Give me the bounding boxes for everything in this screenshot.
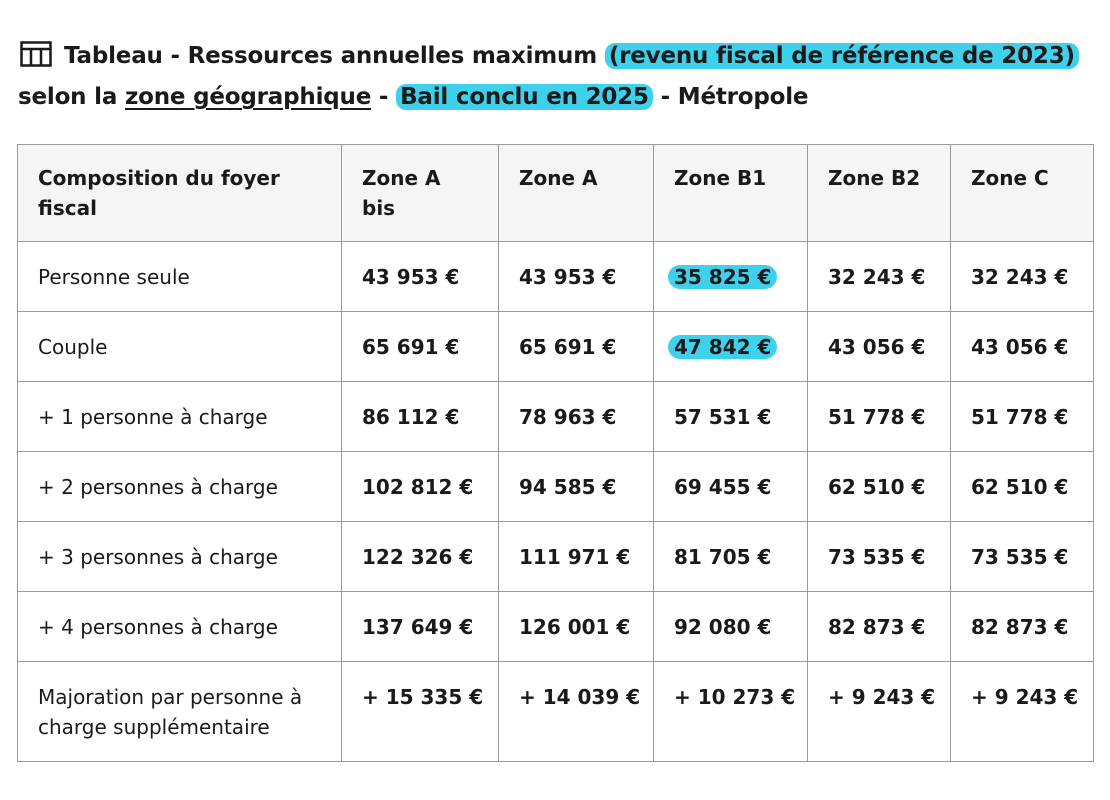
row-label: Personne seule xyxy=(18,242,342,312)
cell-zone-a: 43 953 € xyxy=(499,242,654,312)
header-zone-a: Zone A xyxy=(499,145,654,242)
cell-zone-a: 65 691 € xyxy=(499,312,654,382)
cell-zone-b1: 92 080 € xyxy=(654,592,808,662)
cell-zone-b2: 82 873 € xyxy=(808,592,951,662)
cell-zone-b2: 62 510 € xyxy=(808,452,951,522)
title-text-2: selon la xyxy=(18,84,125,110)
cell-zone-c: 73 535 € xyxy=(951,522,1094,592)
table-icon xyxy=(20,40,52,81)
title-text: Tableau - Ressources annuelles maximum xyxy=(64,43,605,69)
cell-zone-c: 43 056 € xyxy=(951,312,1094,382)
row-label: + 3 personnes à charge xyxy=(18,522,342,592)
zone-geographique-link: zone géographique xyxy=(124,84,372,110)
table-header-row xyxy=(18,145,1094,242)
cell-zone-b1: 69 455 € xyxy=(654,452,808,522)
table-row xyxy=(18,522,1094,592)
header-composition: Composition du foyer fiscal xyxy=(18,145,342,242)
cell-zone-c: 51 778 € xyxy=(951,382,1094,452)
resources-table xyxy=(17,144,1094,762)
cell-zone-a-bis: 102 812 € xyxy=(342,452,499,522)
cell-zone-a-bis: 122 326 € xyxy=(342,522,499,592)
cell-zone-b1: + 10 273 € xyxy=(654,662,808,762)
row-label: Couple xyxy=(18,312,342,382)
cell-zone-b1 xyxy=(654,312,808,382)
cell-zone-b2: 73 535 € xyxy=(808,522,951,592)
header-zone-c: Zone C xyxy=(951,145,1094,242)
cell-zone-b2: 32 243 € xyxy=(808,242,951,312)
cell-zone-c: 82 873 € xyxy=(951,592,1094,662)
title-line-1 xyxy=(18,36,1098,77)
page-title xyxy=(18,36,1098,118)
title-highlight-revenu: (revenu fiscal de référence de 2023) xyxy=(605,43,1079,69)
cell-zone-a-bis: 137 649 € xyxy=(342,592,499,662)
row-label: + 1 personne à charge xyxy=(18,382,342,452)
table-row xyxy=(18,662,1094,762)
cell-zone-b1: 57 531 € xyxy=(654,382,808,452)
cell-zone-a: 126 001 € xyxy=(499,592,654,662)
header-zone-b1: Zone B1 xyxy=(654,145,808,242)
header-zone-a-bis: Zone A bis xyxy=(342,145,499,242)
cell-zone-c: 32 243 € xyxy=(951,242,1094,312)
row-label: Majoration par personne à charge supplémentaire xyxy=(18,662,342,762)
cell-zone-a: 78 963 € xyxy=(499,382,654,452)
row-label: + 4 personnes à charge xyxy=(18,592,342,662)
table-row xyxy=(18,452,1094,522)
row-label: + 2 personnes à charge xyxy=(18,452,342,522)
highlighted-value: 47 842 € xyxy=(668,335,777,359)
table-row xyxy=(18,312,1094,382)
cell-zone-a-bis: 43 953 € xyxy=(342,242,499,312)
cell-zone-a: 94 585 € xyxy=(499,452,654,522)
table-row xyxy=(18,592,1094,662)
cell-zone-c: + 9 243 € xyxy=(951,662,1094,762)
title-separator: - xyxy=(371,84,397,110)
title-highlight-bail: Bail conclu en 2025 xyxy=(396,84,653,110)
cell-zone-b1 xyxy=(654,242,808,312)
header-zone-b2: Zone B2 xyxy=(808,145,951,242)
cell-zone-a: 111 971 € xyxy=(499,522,654,592)
cell-zone-a-bis: + 15 335 € xyxy=(342,662,499,762)
title-line-2 xyxy=(18,77,1098,118)
title-suffix: - Métropole xyxy=(652,84,809,110)
table-row xyxy=(18,382,1094,452)
cell-zone-a-bis: 65 691 € xyxy=(342,312,499,382)
cell-zone-b2: 43 056 € xyxy=(808,312,951,382)
table-row xyxy=(18,242,1094,312)
cell-zone-b2: + 9 243 € xyxy=(808,662,951,762)
cell-zone-b1: 81 705 € xyxy=(654,522,808,592)
cell-zone-c: 62 510 € xyxy=(951,452,1094,522)
cell-zone-a-bis: 86 112 € xyxy=(342,382,499,452)
cell-zone-b2: 51 778 € xyxy=(808,382,951,452)
highlighted-value: 35 825 € xyxy=(668,265,777,289)
cell-zone-a: + 14 039 € xyxy=(499,662,654,762)
